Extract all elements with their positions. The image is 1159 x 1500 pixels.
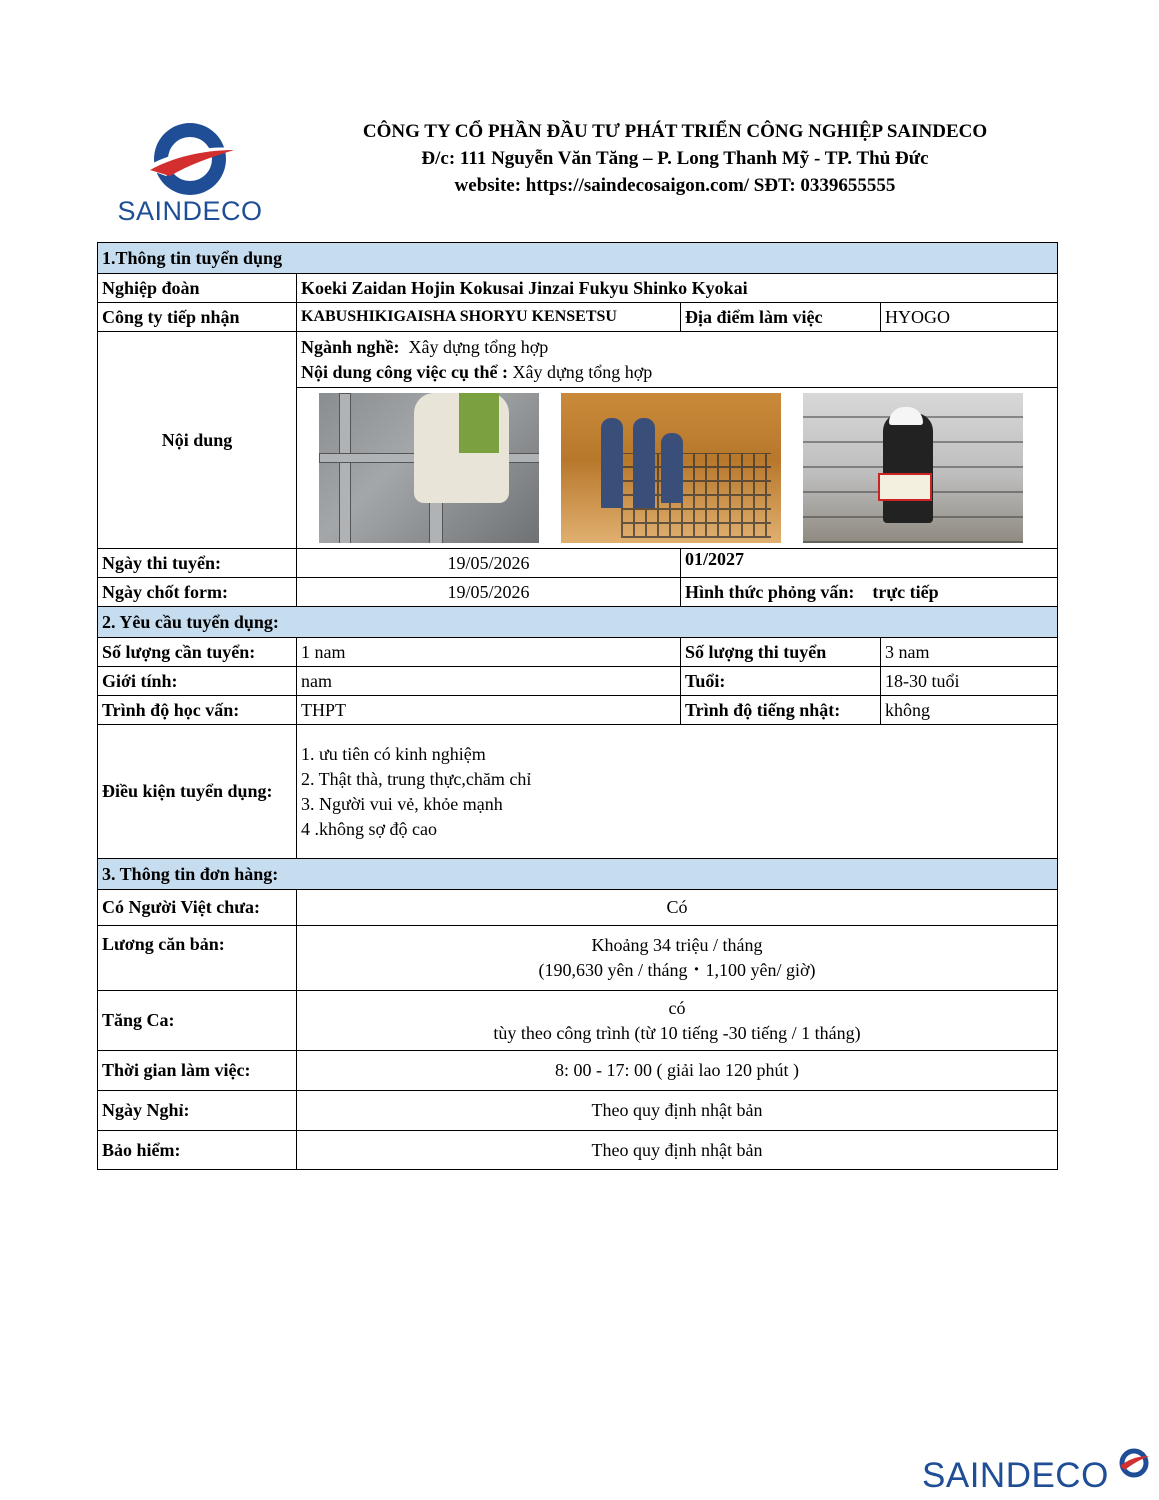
dieu-kien-row: [98, 725, 1058, 859]
cong-viec-value: Xây dựng tổng hợp: [512, 361, 653, 382]
company-address: Đ/c: 111 Nguyễn Văn Tăng – P. Long Thanh Mỹ - TP. Thủ Đức: [421, 148, 929, 169]
company-logo: [104, 120, 276, 230]
work-photos: [301, 393, 1053, 543]
hoc-van-row: [98, 696, 1058, 725]
section2-header-row: [98, 607, 1058, 638]
thoi-gian-value: 8: 00 - 17: 00 ( giải lao 120 phút ): [297, 1051, 1058, 1091]
so-luong-value: 1 nam: [297, 638, 681, 667]
tang-ca-label: Tăng Ca:: [98, 991, 297, 1051]
nganh-nghe-cell: [297, 332, 1058, 388]
bao-hiem-row: [98, 1131, 1058, 1170]
bao-hiem-label: Bảo hiểm:: [98, 1131, 297, 1170]
nghiep-doan-label: Nghiệp đoàn: [98, 274, 297, 303]
tuoi-value: 18-30 tuổi: [881, 667, 1058, 696]
so-luong-thi-label: Số lượng thi tuyển: [681, 638, 881, 667]
dieu-kien-label: Điều kiện tuyển dụng:: [98, 725, 297, 859]
scaffolding-photo: [319, 393, 539, 543]
section1-header-row: [98, 243, 1058, 274]
bao-hiem-value: Theo quy định nhật bản: [297, 1131, 1058, 1170]
tieng-nhat-value: không: [881, 696, 1058, 725]
dieu-kien-item: 4 .không sợ độ cao: [301, 818, 438, 839]
nghiep-doan-value: Koeki Zaidan Hojin Kokusai Jinzai Fukyu Shinko Kyokai: [297, 274, 1058, 303]
recruitment-table: [97, 242, 1058, 1170]
luong-label: Lương căn bản:: [98, 926, 297, 991]
hinh-thuc-label: Hình thức phỏng vấn:: [685, 581, 855, 602]
dieu-kien-item: 3. Người vui vẻ, khỏe mạnh: [301, 793, 503, 814]
luong-line1: Khoảng 34 triệu / tháng: [591, 935, 763, 955]
company-contact: website: https://saindecosaigon.com/ SĐT: 0339655555: [454, 175, 896, 196]
safety-photo: [803, 393, 1023, 543]
photos-cell: [297, 388, 1058, 549]
ngay-thi-value: 19/05/2026: [297, 549, 681, 578]
nghiep-doan-row: [98, 274, 1058, 303]
cong-viec-label: Nội dung công việc cụ thể :: [301, 361, 508, 382]
dia-diem-label: Địa điểm làm việc: [681, 303, 881, 332]
section3-title: 3. Thông tin đơn hàng:: [98, 859, 1058, 890]
nganh-nghe-label: Ngành nghề:: [301, 336, 400, 357]
ngay-thi-row: [98, 549, 1058, 578]
tang-ca-cell: [297, 991, 1058, 1051]
ngay-nghi-label: Ngày Nghỉ:: [98, 1091, 297, 1131]
hinh-thuc-value: trực tiếp: [872, 581, 939, 602]
dieu-kien-item: 1. ưu tiên có kinh nghiệm: [301, 743, 486, 764]
nganh-nghe-value: Xây dựng tổng hợp: [408, 336, 549, 357]
dieu-kien-list: [297, 725, 1058, 859]
dieu-kien-item: 2. Thật thà, trung thực,chăm chỉ: [301, 768, 532, 789]
tuoi-label: Tuổi:: [681, 667, 881, 696]
nguoi-viet-row: [98, 890, 1058, 926]
so-luong-label: Số lượng cần tuyển:: [98, 638, 297, 667]
rebar-photo: [561, 393, 781, 543]
gioi-tinh-row: [98, 667, 1058, 696]
tang-ca-line2: tùy theo công trình (từ 10 tiếng -30 tiếng / 1 tháng): [493, 1022, 861, 1043]
hoc-van-label: Trình độ học vấn:: [98, 696, 297, 725]
gioi-tinh-value: nam: [297, 667, 681, 696]
luong-line2: (190,630 yên / tháng・1,100 yên/ giờ): [538, 960, 816, 980]
company-name: CÔNG TY CỔ PHẦN ĐẦU TƯ PHÁT TRIỂN CÔNG NGHIỆP SAINDECO: [362, 121, 988, 142]
logo-emblem-icon: [104, 120, 276, 198]
ngay-chot-row: [98, 578, 1058, 607]
hoc-van-value: THPT: [297, 696, 681, 725]
so-luong-thi-value: 3 nam: [881, 638, 1058, 667]
thoi-gian-row: [98, 1051, 1058, 1091]
so-luong-row: [98, 638, 1058, 667]
luong-cell: [297, 926, 1058, 991]
tang-ca-line1: có: [668, 997, 686, 1018]
noi-dung-label: Nội dung: [98, 332, 297, 549]
nguoi-viet-value: Có: [297, 890, 1058, 926]
ngay-nghi-row: [98, 1091, 1058, 1131]
ngay-thi-label: Ngày thi tuyển:: [98, 549, 297, 578]
ngay-chot-label: Ngày chốt form:: [98, 578, 297, 607]
nganh-nghe-row: [98, 332, 1058, 388]
section2-title: 2. Yêu cầu tuyển dụng:: [98, 607, 1058, 638]
thoi-gian-label: Thời gian làm việc:: [98, 1051, 297, 1091]
cong-ty-row: [98, 303, 1058, 332]
footer-logo: [922, 1448, 1152, 1498]
hinh-thuc-cell: [681, 578, 1058, 607]
footer-emblem-icon: [1118, 1448, 1150, 1478]
ngay-chot-value: 19/05/2026: [297, 578, 681, 607]
cong-ty-label: Công ty tiếp nhận: [98, 303, 297, 332]
dia-diem-value: HYOGO: [881, 303, 1058, 332]
company-header: [280, 118, 1070, 199]
tang-ca-row: [98, 991, 1058, 1051]
section1-title: 1.Thông tin tuyển dụng: [98, 243, 1058, 274]
ngay-nghi-value: Theo quy định nhật bản: [297, 1091, 1058, 1131]
xuat-canh-value: 01/2027: [681, 549, 1058, 578]
cong-ty-value: KABUSHIKIGAISHA SHORYU KENSETSU: [297, 303, 681, 332]
nguoi-viet-label: Có Người Việt chưa:: [98, 890, 297, 926]
section3-header-row: [98, 859, 1058, 890]
luong-row: [98, 926, 1058, 991]
footer-logo-text: SAINDECO: [922, 1456, 1109, 1495]
tieng-nhat-label: Trình độ tiếng nhật:: [681, 696, 881, 725]
logo-text: SAINDECO: [117, 196, 263, 226]
gioi-tinh-label: Giới tính:: [98, 667, 297, 696]
